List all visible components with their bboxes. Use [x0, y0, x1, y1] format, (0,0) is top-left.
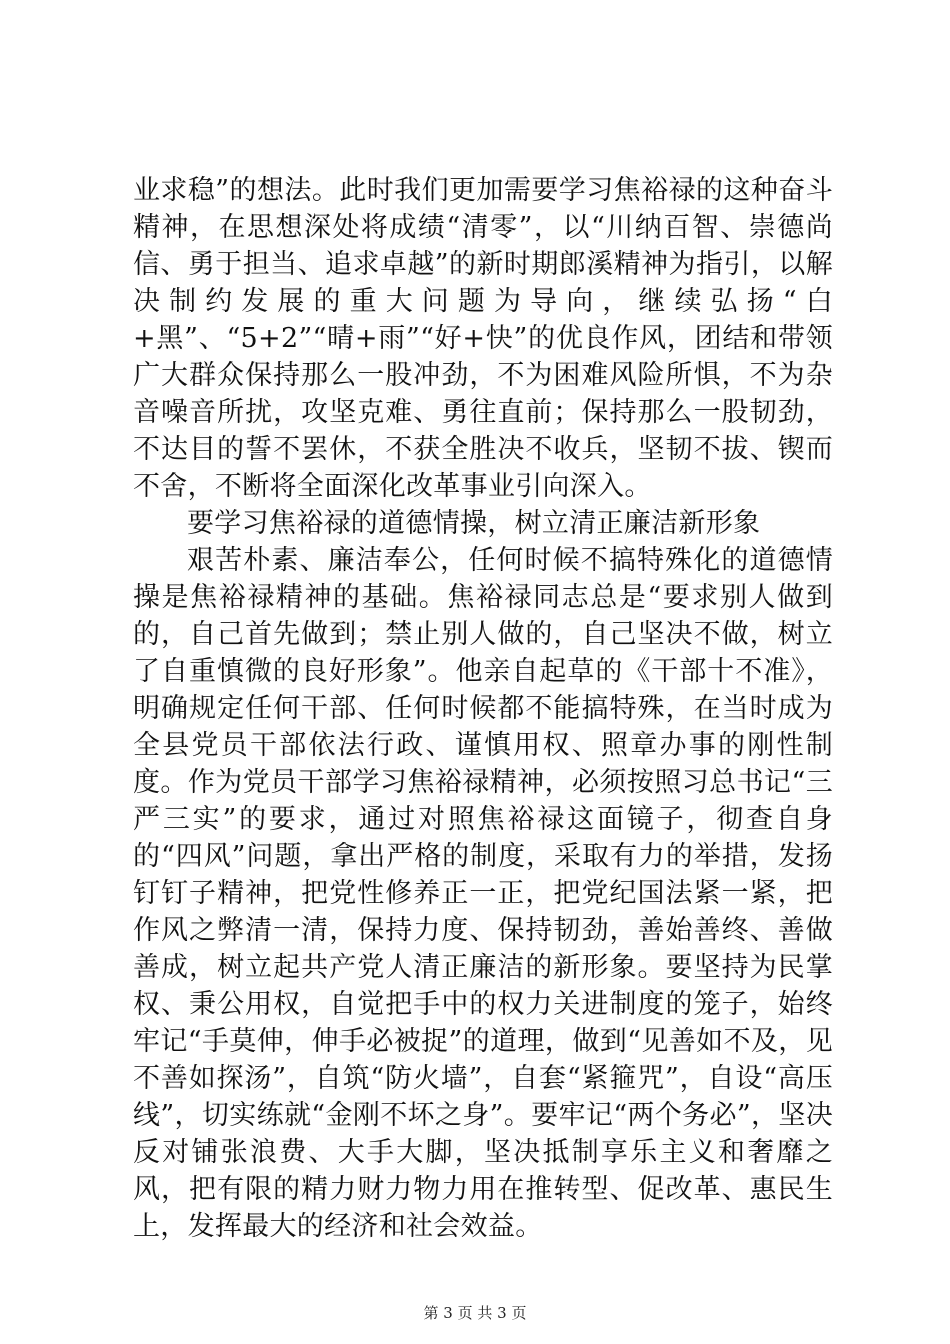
body-paragraph-2: 艰苦朴素、廉洁奉公，任何时候不搞特殊化的道德情操是焦裕禄精神的基础。焦裕禄同志总是“要求别人做到的，自己首先做到；禁止别人做的，自己坚决不做，树立了自重慎微的良好形象”。他亲自起草的《干部十不准》，明确规定任何干部、任何时候都不能搞特殊，在当时成为全县党员干部依法行政、谨慎用权、照章办事的刚性制度。作为党员干部学习焦裕禄精神，必须按照习总书记“三严三实”的要求，通过对照焦裕禄这面镜子，彻查自身的“四风”问题，拿出严格的制度，采取有力的举措，发扬钉钉子精神，把党性修养正一正，把党纪国法紧一紧，把作风之弊清一清，保持力度、保持韧劲，善始善终、善做善成，树立起共产党人清正廉洁的新形象。要坚持为民掌权、秉公用权，自觉把手中的权力关进制度的笼子，始终牢记“手莫伸，伸手必被捉”的道理，做到“见善如不及，见不善如探汤”，自筑“防火墙”，自套“紧箍咒”，自设“高压线”，切实练就“金刚不坏之身”。要牢记“两个务必”，坚决反对铺张浪费、大手大脚，坚决抵制享乐主义和奢靡之风，把有限的精力财力物力用在推转型、促改革、惠民生上，发挥最大的经济和社会效益。 — [133, 545, 833, 1242]
body-paragraph-1: 业求稳”的想法。此时我们更加需要学习焦裕禄的这种奋斗精神，在思想深处将成绩“清零”，以“川纳百智、崇德尚信、勇于担当、追求卓越”的新时期郎溪精神为指引，以解决制约发展的重大问题为导向，继续弘扬“白+黑”、“5+2”“晴+雨”“好+快”的优良作风，团结和带领广大群众保持那么一股冲劲，不为困难风险所惧，不为杂音噪音所扰，攻坚克难、勇往直前；保持那么一股韧劲，不达目的誓不罢休，不获全胜决不收兵，坚韧不拔、锲而不舍，不断将全面深化改革事业引向深入。 — [133, 175, 833, 502]
document-body — [133, 172, 833, 1245]
section-heading: 要学习焦裕禄的道德情操，树立清正廉洁新形象 — [187, 508, 761, 539]
page-footer: 第 3 页 共 3 页 — [423, 1304, 527, 1322]
